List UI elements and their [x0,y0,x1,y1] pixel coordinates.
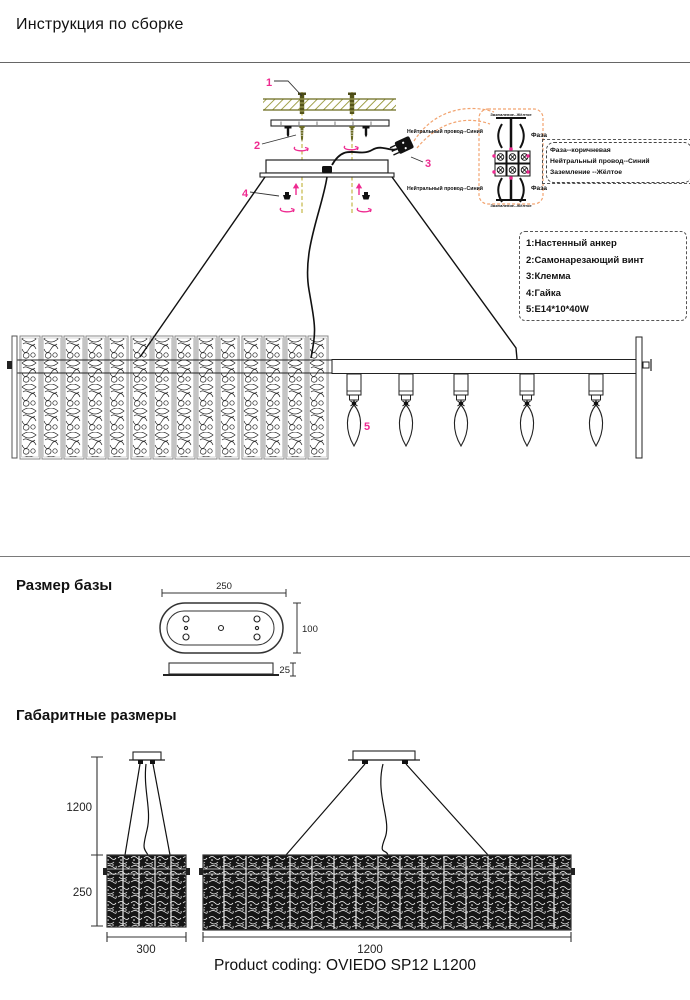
callout-4: 4 [242,188,249,200]
nut [362,192,370,200]
parts-item-lamp: 5:E14*10*40W [526,304,589,316]
base-size-drawing [160,581,318,676]
ground-label-top: Заземление--Жёлтое [490,112,532,117]
ceiling [263,99,396,110]
candle-bulb [347,374,361,446]
up-arrow [356,183,362,195]
divider-top [0,62,690,63]
callout-5: 5 [364,421,371,433]
callout-leaders [250,81,423,196]
callout-1: 1 [266,77,273,89]
parts-item-anchor: 1:Настенный анкер [526,238,617,249]
phase-label-top: Фаза [531,132,548,139]
nut [283,192,291,200]
candle-bulb [520,374,534,446]
strap-bolt [363,126,370,138]
candle-bulb [589,374,603,446]
product-coding: Product coding: OVIEDO SP12 L1200 [214,957,476,974]
overall-drawing [66,751,575,956]
length-dim: 1200 [357,944,383,956]
drop-dim: 1200 [66,802,92,814]
wire-color-legend [546,142,690,183]
overall-size-heading: Габаритные размеры [16,707,177,724]
parts-list [519,231,687,321]
neutral-label-top: Нейтральный провод--Синий [407,129,483,135]
parts-item-terminal: 3:Клемма [526,271,571,283]
up-arrow [293,183,299,195]
divider-middle [0,556,690,557]
rotate-arrow [294,147,308,151]
legend-line-neutral: Нейтральный провод--Синий [550,158,650,165]
base-height-dim: 100 [302,624,318,635]
body-height-dim: 250 [72,887,92,899]
candle-bulb [399,374,413,446]
self-tapping-screw [349,126,354,142]
mounting-strap [271,120,389,126]
suspension-wires [140,177,517,359]
parts-item-screw: 2:Самонарезающий винт [526,254,644,266]
base-width-dim: 250 [216,581,232,592]
base-size-heading: Размер базы [16,577,113,594]
legend-line-ground: Заземление --Жёлтое [550,169,623,176]
candle-bulb [454,374,468,446]
legend-line-phase: Фаза--коричневая [550,147,611,154]
page-title: Инструкция по сборке [16,16,184,33]
rotate-arrow [344,146,358,150]
ground-label-bottom: Заземление--Жёлтое [490,203,532,208]
callout-3: 3 [425,158,432,170]
canopy [260,160,394,177]
rotate-arrow [357,208,371,212]
rotate-arrow [280,208,294,212]
parts-item-nut: 4:Гайка [526,287,561,299]
strap-bolt [285,126,292,138]
neutral-label-bottom: Нейтральный провод--Синий [407,186,483,192]
base-thickness-dim: 25 [279,665,290,676]
callout-2: 2 [254,140,261,152]
phase-label-bottom: Фаза [531,185,548,192]
end-width-dim: 300 [136,944,156,956]
self-tapping-screw [299,126,304,142]
